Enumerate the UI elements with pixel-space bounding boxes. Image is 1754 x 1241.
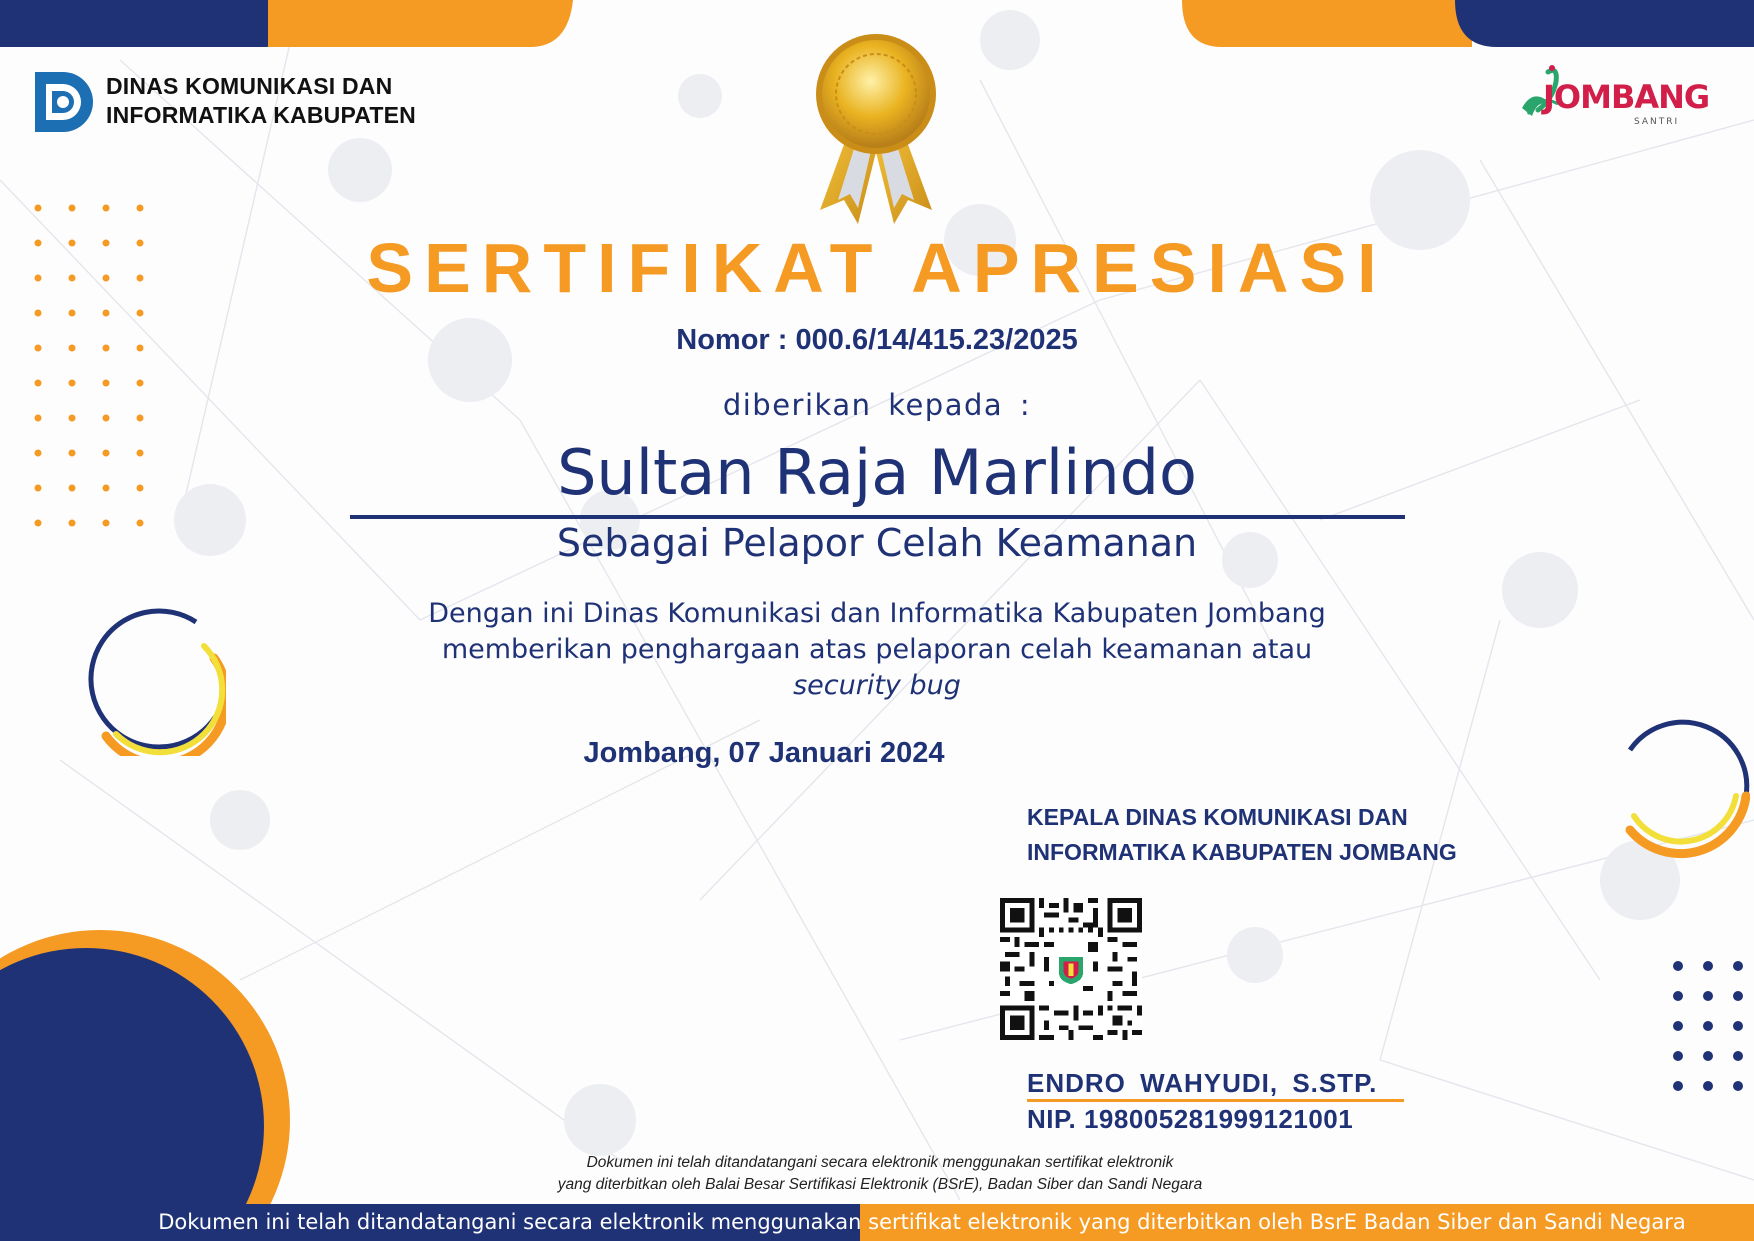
certificate-title: SERTIFIKAT APRESIASI	[366, 229, 1388, 307]
signer-position-line-1: KEPALA DINAS KOMUNIKASI DAN	[1027, 804, 1408, 830]
top-left-orange-tab	[268, 0, 573, 47]
description-line-1: Dengan ini Dinas Komunikasi dan Informatika Kabupaten Jombang	[428, 598, 1326, 629]
agency-name-line-2: INFORMATIKA KABUPATEN	[106, 102, 416, 128]
signer-position-line-2: INFORMATIKA KABUPATEN JOMBANG	[1027, 839, 1457, 865]
agency-name-line-1: DINAS KOMUNIKASI DAN	[106, 73, 393, 99]
certificate-number	[0, 324, 1754, 357]
decor-ring-right	[1600, 710, 1750, 860]
gold-medal-icon	[806, 32, 946, 228]
top-right-navy-tab	[1455, 0, 1754, 47]
top-right-orange-tab	[1182, 0, 1472, 47]
recipient-role: Sebagai Pelapor Celah Keamanan	[556, 521, 1198, 565]
jombang-logo-subtext: SANTRI	[1634, 117, 1680, 127]
recipient-name: Sultan Raja Marlindo	[557, 436, 1197, 509]
signer-name: ENDRO WAHYUDI, S.STP.	[1027, 1068, 1378, 1098]
jombang-logo-text: JOMBANG	[1543, 78, 1710, 116]
footer-text: Dokumen ini telah ditandatangani secara elektronik menggunakan sertifikat elektronik yang diterbitkan oleh BsrE Badan Siber dan Sandi Negara	[158, 1210, 1686, 1234]
certificate-number-label: Nomor :	[676, 324, 788, 356]
agency-name	[106, 72, 416, 130]
signer-nip: NIP. 198005281999121001	[1027, 1104, 1354, 1134]
description-line-3: security bug	[793, 670, 961, 701]
decor-ring-left	[76, 606, 226, 756]
signer-name-underline	[1027, 1099, 1404, 1102]
certificate-number-value: 000.6/14/415.23/2025	[795, 324, 1078, 356]
decor-dot-grid-right	[1668, 958, 1754, 1094]
description-line-2: memberikan penghargaan atas pelaporan celah keamanan atau	[441, 634, 1313, 665]
certificate-description	[340, 596, 1414, 704]
esign-note	[440, 1152, 1320, 1196]
esign-note-line-1: Dokumen ini telah ditandatangani secara elektronik menggunakan sertifikat elektronik	[586, 1154, 1174, 1171]
qr-code-icon	[1000, 898, 1142, 1040]
place-and-date-text: Jombang, 07 Januari 2024	[583, 737, 945, 769]
esign-note-line-2: yang diterbitkan oleh Balai Besar Sertifikasi Elektronik (BSrE), Badan Siber dan Sandi Negara	[557, 1176, 1203, 1193]
diskominfo-logo-icon	[35, 72, 97, 132]
signer-position	[1027, 800, 1457, 870]
given-to-label: diberikan kepada :	[722, 388, 1032, 422]
place-and-date	[0, 737, 1754, 770]
decor-circle-bottom-left	[0, 920, 300, 1241]
top-left-navy-tab	[0, 0, 300, 47]
